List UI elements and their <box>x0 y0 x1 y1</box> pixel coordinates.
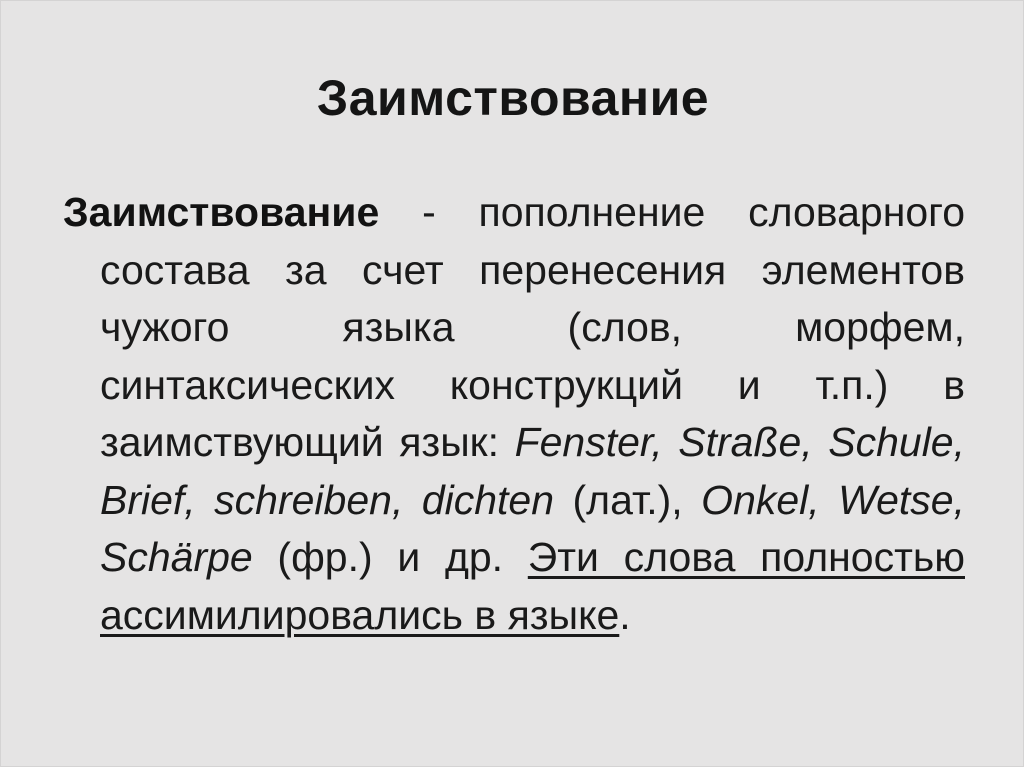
final-period: . <box>619 591 631 638</box>
german-examples: Fenster, Straße, Schule, Brief, schreiben, dichten <box>100 419 965 523</box>
definition-text: - пополнение словарного состава за счет перенесения элементов чужого языка (слов, морфем, синтаксических конструкций и т.п.) в заимствующий язык: <box>100 189 965 465</box>
defined-term: Заимствование <box>63 189 380 235</box>
etc-text: и др. <box>372 534 528 580</box>
definition-paragraph <box>63 184 965 644</box>
underlined-conclusion: Эти слова полностью ассимилировались в языке <box>100 534 965 638</box>
french-note: (фр.) <box>252 534 373 580</box>
latin-note: (лат.), <box>554 476 702 523</box>
slide-title: Заимствование <box>316 70 710 126</box>
french-examples: Onkel, Wetse, Schärpe <box>100 476 965 580</box>
